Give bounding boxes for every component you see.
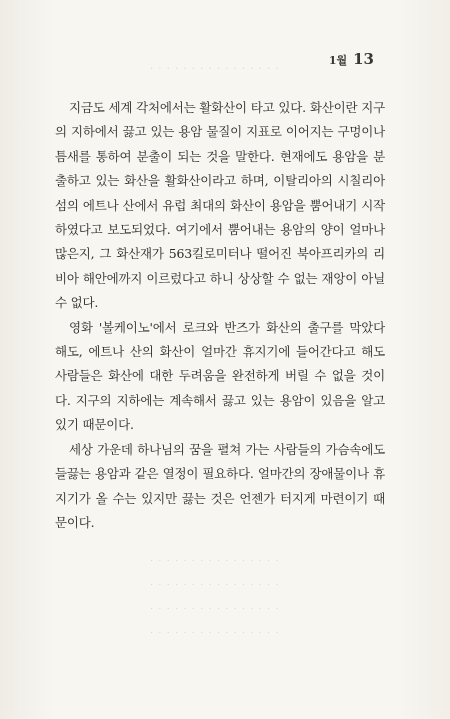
paragraph: 영화 '볼케이노'에서 로크와 반즈가 화산의 출구를 막았다 해도, 에트나 산의 화산이 얼마간 휴지기에 들어간다고 해도 사람들은 화산에 대한 두려움을 완전하게 버릴 수 없을 것이다. 지구의 지하에는 계속해서 끓고 있는 용암이 있음을 알고 있기 때문이다. <box>55 319 385 433</box>
paragraph: 세상 가운데 하나님의 꿈을 펼쳐 가는 사람들의 가슴속에도 들끓는 용암과 같은 열정이 필요하다. 얼마간의 장애물이나 휴지기가 올 수는 있지만 끓는 것은 언젠가 터지게 마련이기 때문이다. <box>55 441 385 530</box>
show-through-text: · · · · · · · · · · · · · · · · <box>150 628 280 639</box>
body-text <box>55 96 385 535</box>
show-through-text: · · · · · · · · · · · · · · · · <box>150 580 280 591</box>
show-through-text: · · · · · · · · · · · · · · · · <box>150 604 280 615</box>
paragraph: 지금도 세계 각처에서는 활화산이 타고 있다. 화산이란 지구의 지하에서 끓고 있는 용암 물질이 지표로 이어지는 구멍이나 틈새를 통하여 분출이 되는 것을 말한다. 현재에도 용암을 분출하고 있는 화산을 활화산이라고 하며, 이탈리아의 시칠리아 섬의 에트나 산에서 유럽 최대의 화산이 용암을 뿜어내기 시작하였다고 보도되었다. 여기에서 뿜어내는 용암의 양이 얼마나 많은지, 그 화산재가 563킬로미터나 떨어진 북아프리카의 리비아 해안에까지 이르렀다고 하니 상상할 수 없는 재앙이 아닐 수 없다. <box>55 100 385 311</box>
page-number: 13 <box>353 50 374 68</box>
show-through-text: · · · · · · · · · · · · · · · · <box>150 64 280 75</box>
month-label: 1월 <box>328 54 348 67</box>
show-through-text: · · · · · · · · · · · · · · · · <box>150 556 280 567</box>
